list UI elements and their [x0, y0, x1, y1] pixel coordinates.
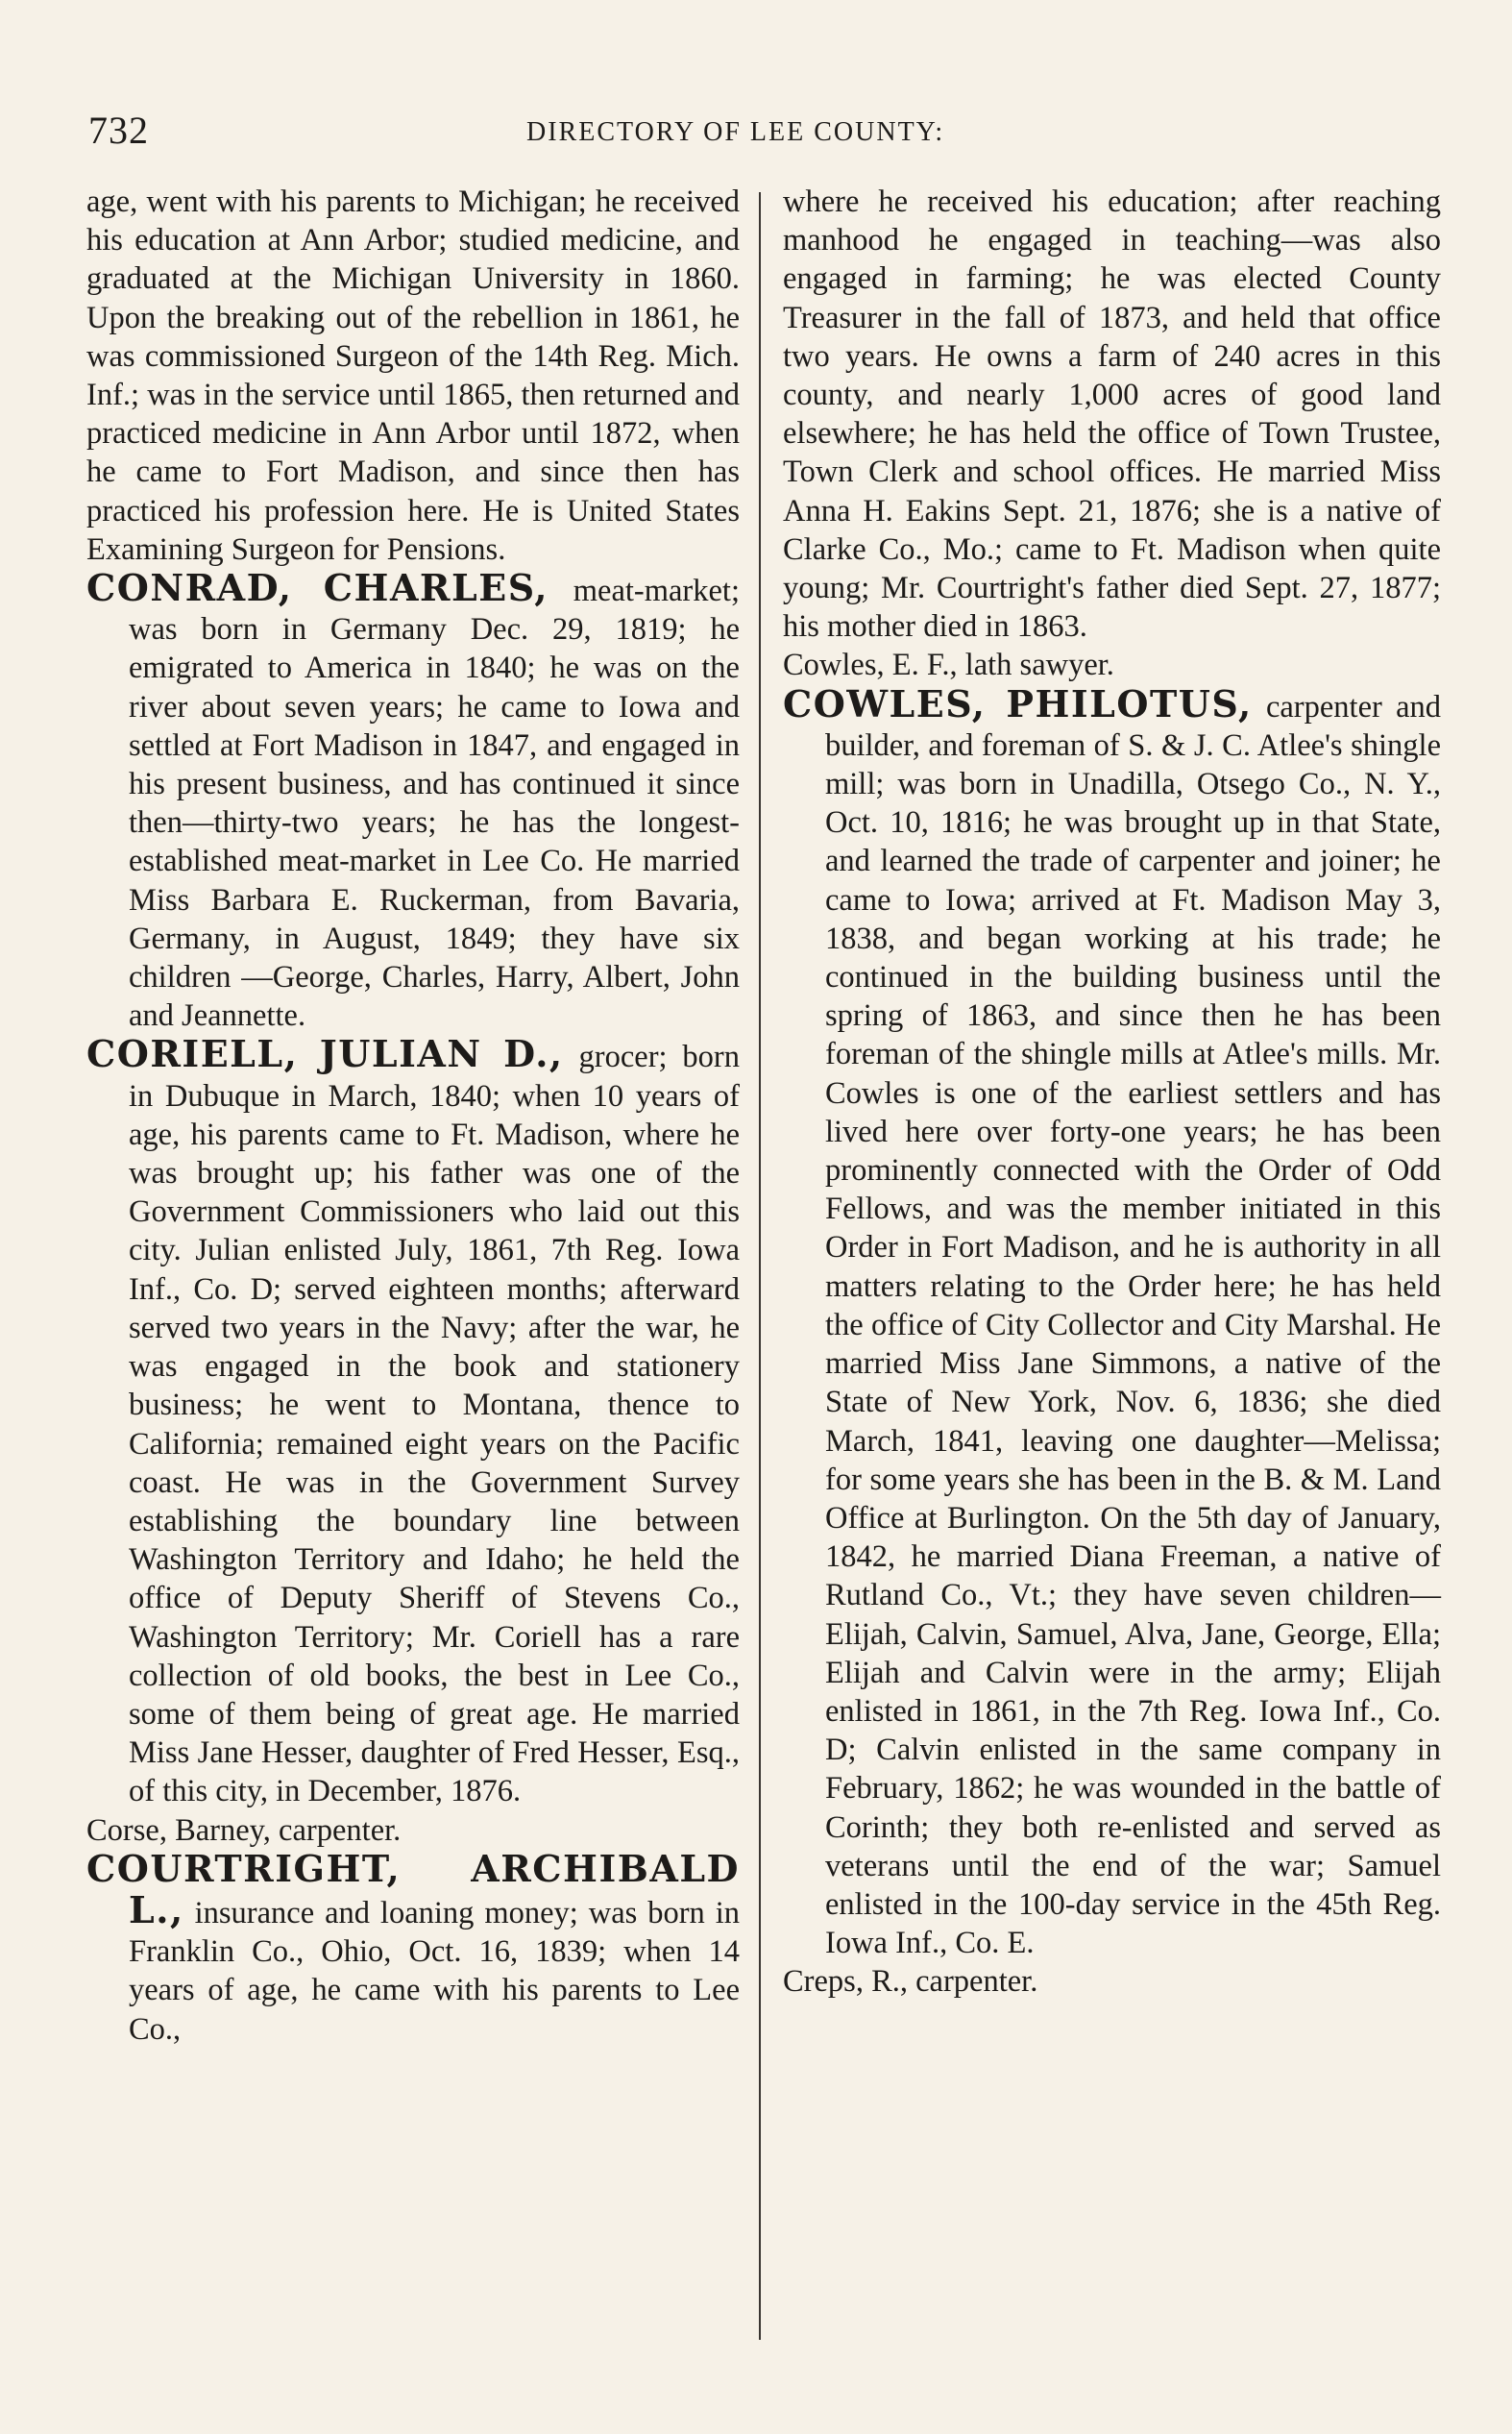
- entry-name: CORIELL, JULIAN D.,: [86, 1032, 564, 1076]
- directory-entry: [86, 566, 740, 1035]
- page-number: 732: [88, 109, 149, 152]
- column-divider: [759, 192, 761, 2340]
- continuation-text: age, went with his parents to Michigan; he received his education at Ann Arbor; studied medicine, and graduated at the Michigan University in 1860. Upon the breaking out of the rebellion in 1861, he was commissioned Surgeon of the 14th Reg. Mich. Inf.; was in the service until 1865, then returned and practiced medicine in Ann Arbor until 1872, when he came to Fort Madison, and since then has practiced his profession here. He is United States Examining Surgeon for Pensions.: [86, 184, 740, 567]
- entry-name: CONRAD, CHARLES,: [86, 566, 549, 610]
- continuation-text: where he received his education; after reaching manhood he engaged in teaching—was also engaged in farming; he was elected County Treasurer in the fall of 1873, and held that office two years. He owns a farm of 240 acres in this county, and nearly 1,000 acres of good land elsewhere; he has held the office of Town Trustee, Town Clerk and school offices. He married Miss Anna H. Eakins Sept. 21, 1876; she is a native of Clarke Co., Mo.; came to Ft. Madison when quite young; Mr. Courtright's father died Sept. 27, 1877; his mother died in 1863.: [783, 184, 1441, 645]
- entry-text: meat-market; was born in Germany Dec. 29, 1819; he emigrated to America in 1840; he was on the river about seven years; he came to Iowa and settled at Fort Madison in 1847, and engaged in his present business, and has continued it since then—thirty-two years; he has the longest-established meat-market in Lee Co. He married Miss Barbara E. Ruckerman, from Bavaria, Germany, in August, 1849; they have six children —George, Charles, Harry, Albert, John and Jeannette.: [129, 574, 740, 1034]
- entry-text: carpenter and builder, and foreman of S. & J. C. Atlee's shingle mill; was born in Unadilla, Otsego Co., N. Y., Oct. 10, 1816; he was brought up in that State, and learned the trade of carpenter and joiner; he came to Iowa; arrived at Ft. Madison May 3, 1838, and began working at his trade; he continued in the building business until the spring of 1863, and since then he has been foreman of the shingle mills at Atlee's mills. Mr. Cowles is one of the earliest settlers and has lived here over forty-one years; he has been prominently connected with the Order of Odd Fellows, and was the member initiated in this Order in Fort Madison, and he is authority in all matters relating to the Order here; he has held the office of City Collector and City Marshal. He married Miss Jane Simmons, a native of the State of New York, Nov. 6, 1836; she died March, 1841, leaving one daughter—Melissa; for some years she has been in the B. & M. Land Office at Burlington. On the 5th day of January, 1842, he married Diana Freeman, a native of Rutland Co., Vt.; they have seven children—Elijah, Calvin, Samuel, Alva, Jane, George, Ella; Elijah and Calvin were in the army; Elijah enlisted in 1861, in the 7th Reg. Iowa Inf., Co. D; Calvin enlisted in the same company in February, 1862; he was wounded in the battle of Corinth; they both re-enlisted and served as veterans until the end of the war; Samuel enlisted in the 100-day service in the 45th Reg. Iowa Inf., Co. E.: [825, 689, 1441, 1961]
- running-head: DIRECTORY OF LEE COUNTY:: [526, 117, 945, 147]
- short-entry: Cowles, E. F., lath sawyer.: [783, 648, 1114, 683]
- directory-entry: [783, 681, 1441, 1963]
- short-entry: Corse, Barney, carpenter.: [86, 1812, 402, 1848]
- left-column: [86, 183, 740, 2049]
- entry-text: insurance and loaning money; was born in Franklin Co., Ohio, Oct. 16, 1839; when 14 years of age, he came with his parents to Lee Co.,: [129, 1895, 740, 2047]
- entry-text: grocer; born in Dubuque in March, 1840; when 10 years of age, his parents came to Ft. Madison, where he was brought up; his father was one of the Government Commissioners who laid out this city. Julian enlisted July, 1861, 7th Reg. Iowa Inf., Co. D; served eighteen months; afterward served two years in the Navy; after the war, he was engaged in the book and stationery business; he went to Montana, thence to California; remained eight years on the Pacific coast. He was in the Government Survey establishing the boundary line between Washington Territory and Idaho; he held the office of Deputy Sheriff of Stevens Co., Washington Territory; Mr. Coriell has a rare collection of old books, the best in Lee Co., some of them being of great age. He married Miss Jane Hesser, daughter of Fred Hesser, Esq., of this city, in December, 1876.: [129, 1040, 740, 1809]
- short-entry: Creps, R., carpenter.: [783, 1964, 1038, 2000]
- entry-name: COURTRIGHT, ARCHIBALD L.,: [86, 1846, 740, 1931]
- entry-name: COWLES, PHILOTUS,: [783, 681, 1253, 725]
- directory-entry: [86, 1846, 740, 2049]
- right-column: [783, 183, 1441, 2002]
- directory-entry: [86, 1032, 740, 1810]
